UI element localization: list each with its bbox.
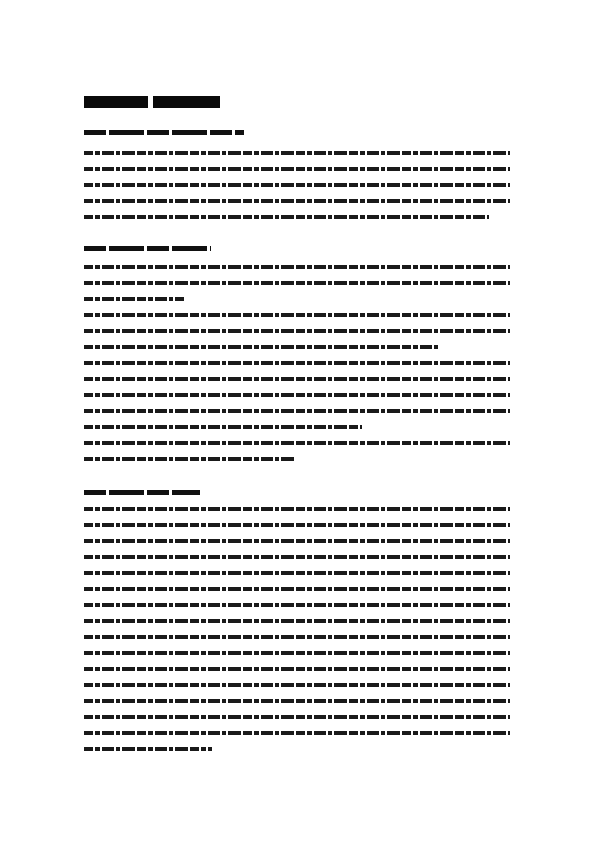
text-line [84,699,510,703]
text-line [84,539,510,543]
section-2-heading-glyphs [84,246,211,251]
text-line [84,667,510,671]
text-line [84,587,510,591]
text-line [84,151,510,155]
text-line [84,409,510,413]
text-line [84,747,212,751]
document-title-glyphs [84,96,220,108]
text-line [84,167,510,171]
text-line [84,313,510,317]
text-line [84,603,510,607]
text-line [84,281,510,285]
text-line [84,329,510,333]
text-line [84,715,510,719]
text-line [84,265,510,269]
text-line [84,555,510,559]
text-line [84,457,296,461]
text-line [84,651,510,655]
text-line [84,183,510,187]
text-line [84,199,510,203]
text-line [84,619,510,623]
text-line [84,571,510,575]
text-line [84,377,510,381]
text-line [84,345,440,349]
text-line [84,215,489,219]
text-line [84,731,510,735]
text-line [84,393,510,397]
section-3-heading-glyphs [84,490,200,495]
text-line [84,297,184,301]
text-line [84,523,510,527]
text-line [84,361,510,365]
text-line [84,441,510,445]
section-1-heading-glyphs [84,130,244,135]
text-line [84,635,510,639]
text-line [84,507,510,511]
text-line [84,425,362,429]
text-line [84,683,510,687]
